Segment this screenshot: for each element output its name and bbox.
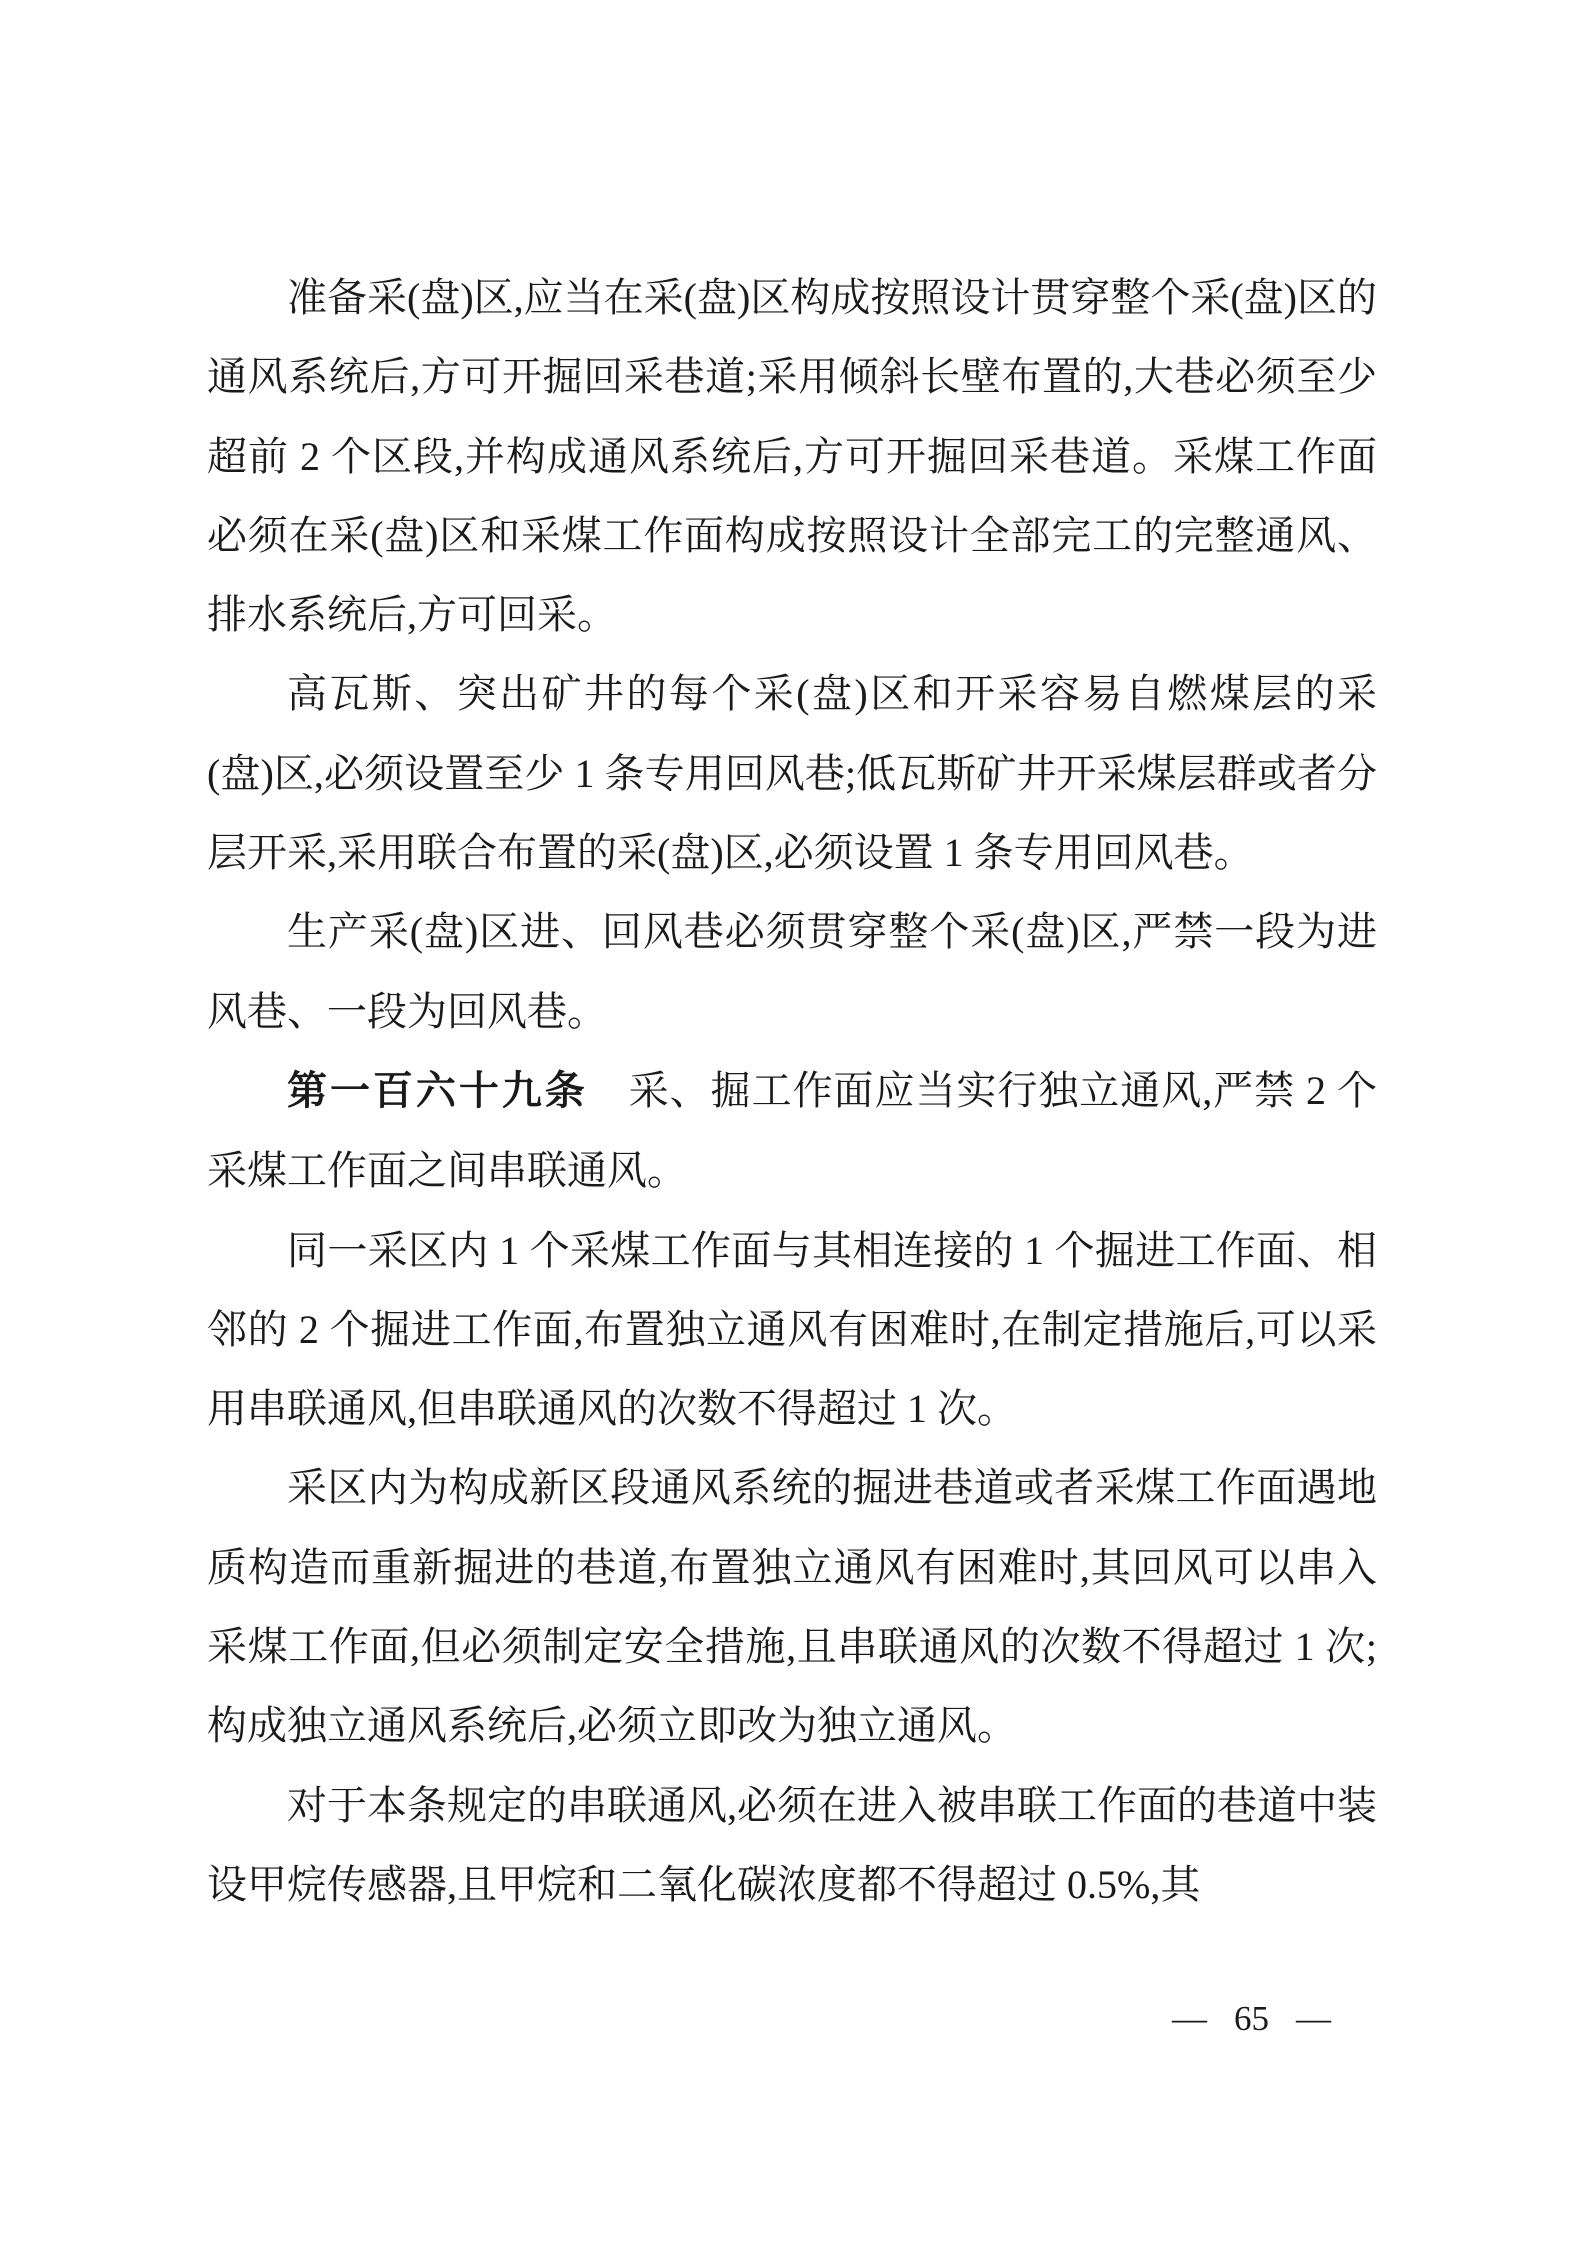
paragraph-article-169 bbox=[207, 1051, 1377, 1211]
page-number: 65 bbox=[1234, 1999, 1269, 2038]
footer-dash-left: — bbox=[1172, 1999, 1207, 2038]
paragraph: 对于本条规定的串联通风,必须在进入被串联工作面的巷道中装设甲烷传感器,且甲烷和二氧化碳浓度都不得超过 0.5%,其 bbox=[207, 1782, 1377, 1907]
footer-dash-right: — bbox=[1296, 1999, 1331, 2038]
paragraph: 高瓦斯、突出矿井的每个采(盘)区和开采容易自燃煤层的采(盘)区,必须设置至少 1 条专用回风巷;低瓦斯矿井开采煤层群或者分层开采,采用联合布置的采(盘)区,必须设置 1 条专用回风巷。 bbox=[207, 671, 1377, 876]
document-body bbox=[207, 258, 1377, 1924]
article-text: 采、掘工作面应当实行独立通风,严禁 2 个采煤工作面之间串联通风。 bbox=[207, 1067, 1378, 1194]
page-footer bbox=[1172, 1999, 1331, 2039]
paragraph: 采区内为构成新区段通风系统的掘进巷道或者采煤工作面遇地质构造而重新掘进的巷道,布置独立通风有困难时,其回风可以串入采煤工作面,但必须制定安全措施,且串联通风的次数不得超过 1 次;构成独立通风系统后,必须立即改为独立通风。 bbox=[207, 1465, 1377, 1749]
article-number-label: 第一百六十九条 bbox=[287, 1068, 588, 1113]
paragraph: 准备采(盘)区,应当在采(盘)区构成按照设计贯穿整个采(盘)区的通风系统后,方可开掘回采巷道;采用倾斜长壁布置的,大巷必须至少超前 2 个区段,并构成通风系统后,方可开掘回采巷道。采煤工作面必须在采(盘)区和采煤工作面构成按照设计全部完工的完整通风、排水系统后,方可回采。 bbox=[207, 275, 1377, 638]
paragraph: 生产采(盘)区进、回风巷必须贯穿整个采(盘)区,严禁一段为进风巷、一段为回风巷。 bbox=[207, 909, 1377, 1034]
paragraph: 同一采区内 1 个采煤工作面与其相连接的 1 个掘进工作面、相邻的 2 个掘进工作面,布置独立通风有困难时,在制定措施后,可以采用串联通风,但串联通风的次数不得超过 1 次。 bbox=[207, 1227, 1377, 1432]
